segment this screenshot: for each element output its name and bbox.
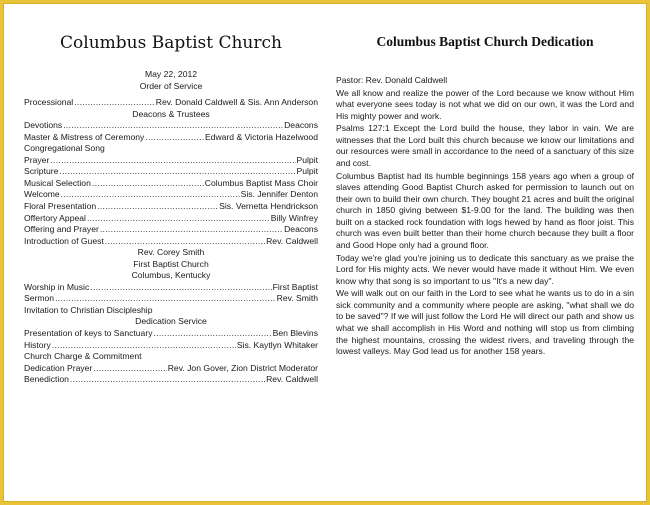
program-item-participant: Rev. Jon Gover, Zion District Moderator	[167, 362, 318, 373]
program-item-label: Worship in Music	[24, 281, 90, 292]
dot-leader	[90, 282, 271, 294]
program-item-participant: Sis. Kaytlyn Whitaker	[236, 339, 318, 350]
program-item-label: Offertory Appeal	[24, 212, 86, 223]
program-item-participant: Deacons	[284, 224, 318, 235]
program-text: Invitation to Christian Discipleship	[24, 304, 153, 315]
program-item	[24, 363, 318, 375]
dot-leader	[63, 120, 283, 132]
dedication-paragraph: We will walk out on our faith in the Lord to see what he wants us to do in a sin sick community and a community where people are asking, "what shall we do to be saved"? If we will just follow the Lord He will direct our path and show us what we shall accomplish in His Word and nothing will stop us from climbing the highest mountains, crossing the widest rivers, and traveling through the lowest valleys. May God lead us for another 158 years.	[336, 288, 634, 357]
dot-leader	[61, 189, 240, 201]
program-subheading: Dedication Service	[135, 316, 207, 327]
program-item-label: History	[24, 339, 51, 350]
program-item-participant: Rev. Donald Caldwell & Sis. Ann Anderson	[155, 97, 318, 108]
program-item-participant: Pulpit	[296, 166, 318, 177]
program-item-label: Floral Presentation	[24, 201, 97, 212]
program-item-participant: Pulpit	[296, 154, 318, 165]
program-subheading: First Baptist Church	[133, 258, 209, 269]
dot-leader	[74, 97, 155, 109]
program-item-label: Musical Selection	[24, 177, 91, 188]
service-date: May 22, 2012	[144, 69, 198, 79]
program-item	[24, 282, 318, 294]
program-entries	[24, 97, 318, 386]
dot-leader	[87, 213, 270, 225]
bulletin-page	[3, 3, 647, 502]
dot-leader	[52, 340, 236, 352]
program-item-participant: Columbus Baptist Mass Choir	[204, 177, 318, 188]
program-item	[24, 340, 318, 352]
dot-leader	[97, 201, 218, 213]
dot-leader	[154, 328, 272, 340]
program-text: Church Charge & Commitment	[24, 351, 142, 362]
program-item	[24, 224, 318, 236]
program-item-participant: First Baptist	[272, 281, 318, 292]
program-item-participant: Rev. Caldwell	[266, 374, 318, 385]
program-item	[24, 201, 318, 213]
dot-leader	[93, 363, 166, 375]
program-subheading: Deacons & Trustees	[132, 108, 210, 119]
dedication-paragraph: Psalms 127:1 Except the Lord build the house, they labor in vain. We are witnesses that the Lord built this church because we know our limitations and our resources were small in accordance to the need of a sanctuary of this size and cost.	[336, 123, 634, 169]
dot-leader	[100, 224, 283, 236]
program-item	[24, 374, 318, 386]
program-item-label: Scripture	[24, 166, 59, 177]
program-item	[24, 213, 318, 225]
program-item	[24, 328, 318, 340]
program-item	[24, 189, 318, 201]
dedication-title: Columbus Baptist Church Dedication	[376, 34, 594, 49]
program-item-label: Devotions	[24, 120, 63, 131]
program-item-participant: Rev. Caldwell	[266, 235, 318, 246]
program-item	[24, 132, 318, 144]
dot-leader	[50, 155, 295, 167]
program-item-label: Offering and Prayer	[24, 224, 99, 235]
program-item-participant: Rev. Smith	[276, 293, 318, 304]
dot-leader	[59, 166, 295, 178]
dot-leader	[70, 374, 265, 386]
program-item	[24, 155, 318, 167]
church-title: Columbus Baptist Church	[60, 33, 282, 53]
program-subheading: Rev. Corey Smith	[137, 247, 205, 258]
program-item-participant: Sis. Vernetta Hendrickson	[219, 201, 318, 212]
program-item	[24, 293, 318, 305]
dedication-paragraph: Today we're glad you're joining us to dedicate this sanctuary as we praise the Lord for His mighty acts. We never would have made it without Him. We even know why that song is so important to us "It's a new day".	[336, 252, 634, 286]
program-item-label: Sermon	[24, 293, 55, 304]
program-item-label: Benediction	[24, 374, 69, 385]
program-item	[24, 97, 318, 109]
program-item-label: Prayer	[24, 154, 50, 165]
program-item	[24, 178, 318, 190]
program-item-label: Presentation of keys to Sanctuary	[24, 328, 153, 339]
program-item-participant: Deacons	[284, 120, 318, 131]
dot-leader	[145, 132, 204, 144]
dot-leader	[55, 293, 276, 305]
program-item-participant: Sis. Jennifer Denton	[240, 189, 318, 200]
order-of-service-heading: Order of Service	[139, 80, 203, 91]
program-item-label: Processional	[24, 97, 74, 108]
dedication-paragraph: Columbus Baptist had its humble beginnings 158 years ago when a group of slaves attending Good Baptist Church asked for permission to launch out on their own to build their own church. They bought 21 acres and built the original church in 1850 giving between $1-9.00 for the land. The building was then built on a stacked rock foundation with logs hewed by hand as floor joist. This church was even built better than their home church because they built a floor and Good Hope only had a ground floor.	[336, 170, 634, 250]
program-item-label: Master & Mistress of Ceremony	[24, 131, 145, 142]
dedication-text	[336, 75, 634, 359]
program-item	[24, 120, 318, 132]
program-item-label: Introduction of Guest	[24, 235, 104, 246]
program-item-participant: Billy Winfrey	[270, 212, 318, 223]
program-item	[24, 166, 318, 178]
program-item-label: Dedication Prayer	[24, 362, 93, 373]
dedication-paragraph: Pastor: Rev. Donald Caldwell	[336, 75, 448, 85]
program-item	[24, 236, 318, 248]
program-subheading: Columbus, Kentucky	[131, 270, 211, 281]
program-item-participant: Ben Blevins	[272, 328, 318, 339]
program-item-label: Welcome	[24, 189, 60, 200]
program-list	[24, 69, 318, 386]
dedication-paragraph: We all know and realize the power of the Lord because we know without Him what everyone sees today is not what we did on our own, it was the Lord and His mighty power and work.	[336, 87, 634, 121]
program-text: Congregational Song	[24, 143, 105, 154]
program-item-participant: Edward & Victoria Hazelwood	[204, 131, 318, 142]
dot-leader	[105, 236, 265, 248]
dot-leader	[92, 178, 204, 190]
